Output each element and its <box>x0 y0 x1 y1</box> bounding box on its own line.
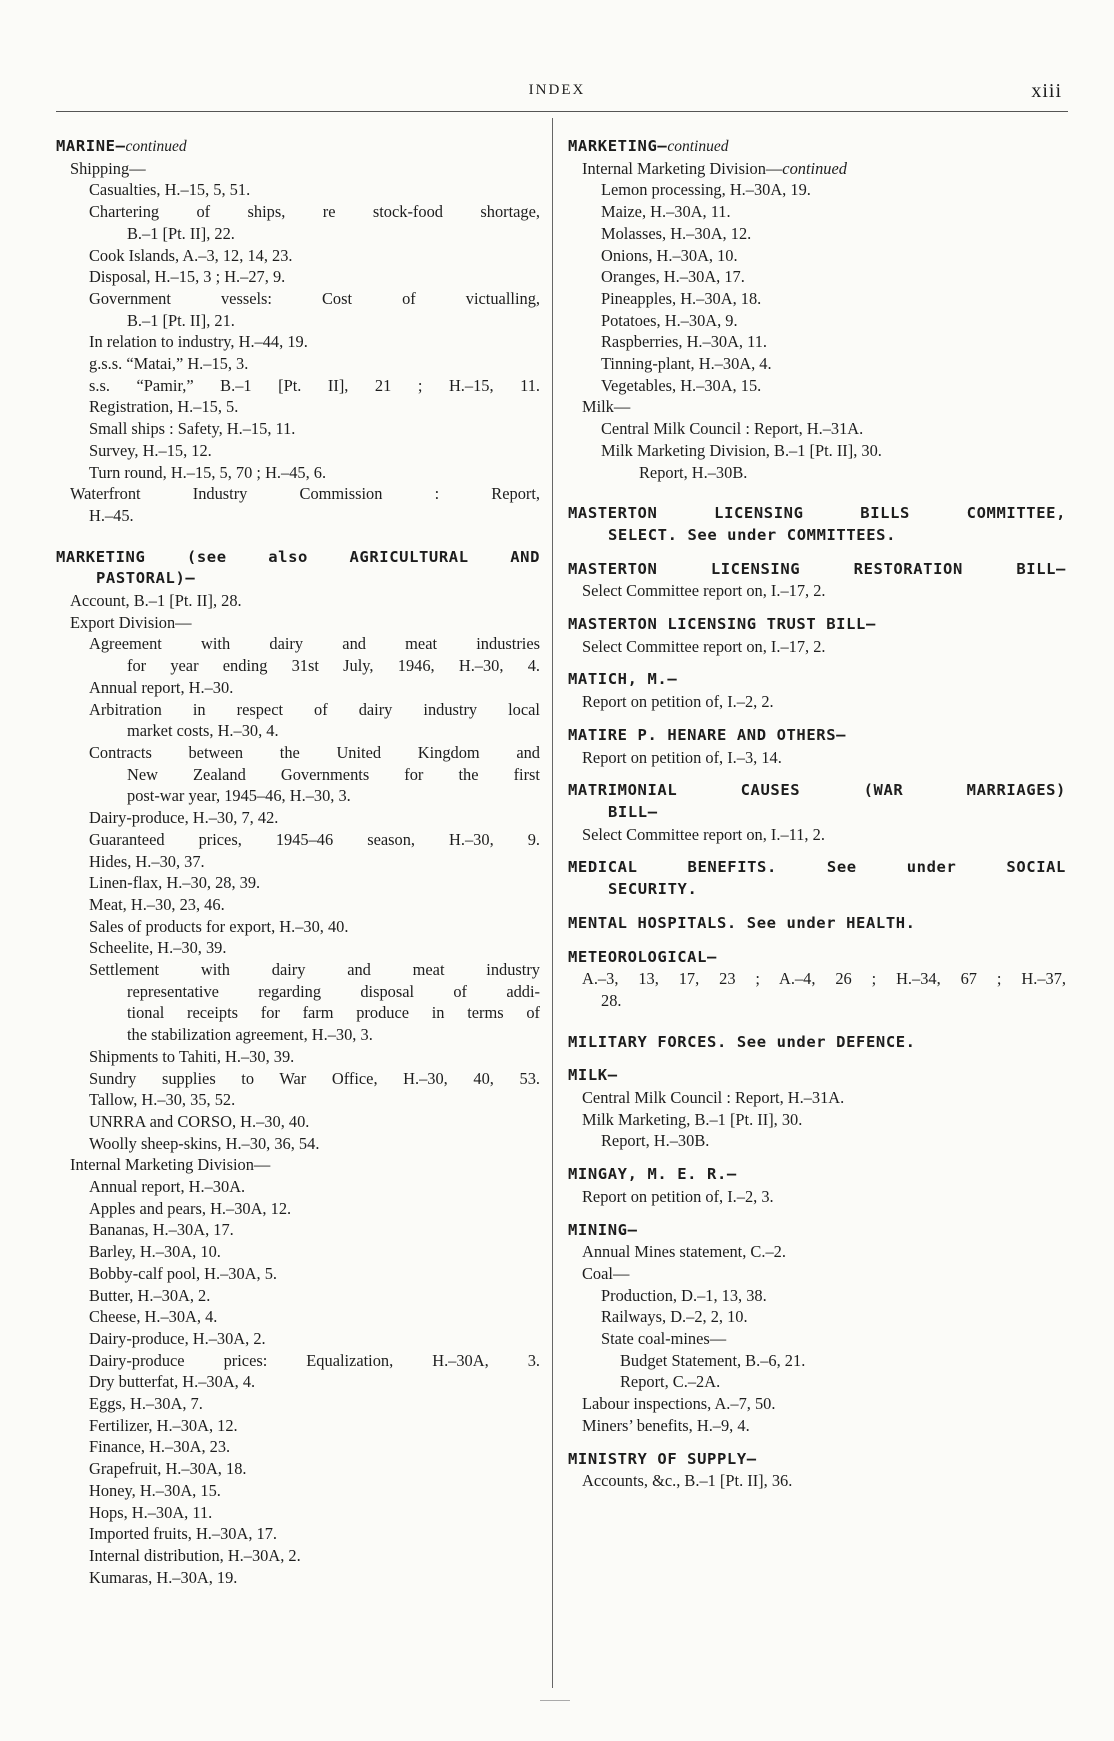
index-entry <box>56 937 540 959</box>
index-entry <box>568 223 1066 245</box>
index-entry <box>56 785 540 807</box>
entry-text: Maize, H.–30A, 11. <box>601 202 731 222</box>
index-entry <box>56 1567 540 1589</box>
entry-text: Fertilizer, H.–30A, 12. <box>89 1415 238 1435</box>
entry-text: State coal-mines— <box>601 1329 727 1349</box>
index-entry <box>56 1458 540 1480</box>
entry-text: Tinning-plant, H.–30A, 4. <box>601 354 772 374</box>
index-entry <box>56 807 540 829</box>
entry-text: Annual report, H.–30A. <box>89 1177 246 1197</box>
index-entry <box>56 1350 540 1372</box>
index-entry <box>568 990 1066 1012</box>
index-entry <box>56 462 540 484</box>
entry-text: Government vessels: Cost of victualling, <box>89 288 540 308</box>
entry-text: MINGAY, M. E. R.— <box>568 1165 737 1184</box>
index-column-left <box>56 136 540 1588</box>
entry-text: 28. <box>601 990 622 1010</box>
entry-spacer <box>568 1012 1066 1032</box>
entry-text: MASTERTON LICENSING RESTORATION BILL— <box>568 559 1066 578</box>
entry-text: MARKETING (see also AGRICULTURAL AND <box>56 547 540 566</box>
entry-text: Molasses, H.–30A, 12. <box>601 223 752 243</box>
entry-text: Cook Islands, A.–3, 12, 14, 23. <box>89 245 293 265</box>
entry-text: Internal distribution, H.–30A, 2. <box>89 1546 301 1565</box>
index-entry <box>56 1002 540 1024</box>
index-entry <box>568 1263 1066 1285</box>
entry-text: Arbitration in respect of dairy industry local <box>89 699 540 719</box>
index-entry <box>56 440 540 462</box>
index-entry <box>568 1130 1066 1152</box>
index-entry <box>56 590 540 612</box>
entry-text: Woolly sheep-skins, H.–30, 36, 54. <box>89 1133 320 1153</box>
entry-text: Pineapples, H.–30A, 18. <box>601 288 762 308</box>
index-entry <box>56 1436 540 1458</box>
index-entry <box>568 288 1066 310</box>
entry-text: Waterfront Industry Commission : Report, <box>70 484 540 504</box>
entry-text: MINISTRY OF SUPPLY— <box>568 1449 757 1468</box>
entry-text: Scheelite, H.–30, 39. <box>89 938 227 958</box>
index-entry <box>568 1285 1066 1307</box>
index-entry <box>568 1371 1066 1393</box>
index-entry <box>56 1480 540 1502</box>
index-entry <box>568 1470 1066 1492</box>
index-entry <box>56 418 540 440</box>
entry-text: Export Division— <box>70 612 192 632</box>
entry-text: Registration, H.–15, 5. <box>89 397 239 417</box>
index-entry <box>56 959 540 981</box>
entry-text: Vegetables, H.–30A, 15. <box>601 375 762 395</box>
entry-text: BILL— <box>608 802 658 821</box>
index-entry <box>568 310 1066 332</box>
index-entry <box>568 179 1066 201</box>
entry-text: SELECT. See under COMMITTEES. <box>608 525 897 544</box>
index-entry <box>56 1545 540 1567</box>
entry-text: MILITARY FORCES. See under DEFENCE. <box>568 1032 916 1051</box>
index-heading <box>568 857 1066 879</box>
entry-text: Coal— <box>582 1263 630 1283</box>
entry-text: MASTERTON LICENSING BILLS COMMITTEE, <box>568 504 1066 523</box>
entry-text: A.–3, 13, 17, 23 ; A.–4, 26 ; H.–34, 67 ; H.–37, <box>582 969 1066 989</box>
entry-text: post-war year, 1945–46, H.–30, 3. <box>127 786 351 806</box>
entry-text: Grapefruit, H.–30A, 18. <box>89 1459 247 1479</box>
index-entry <box>56 1046 540 1068</box>
index-entry <box>56 1502 540 1524</box>
index-entry <box>56 894 540 916</box>
index-heading <box>568 136 1066 158</box>
entry-text: tional receipts for farm produce in terms of <box>127 1003 540 1023</box>
entry-text: Casualties, H.–15, 5, 51. <box>89 180 251 200</box>
entry-text: Imported fruits, H.–30A, 17. <box>89 1524 278 1544</box>
entry-spacer <box>568 547 1066 559</box>
entry-text: Barley, H.–30A, 10. <box>89 1242 221 1262</box>
index-heading <box>568 525 1066 547</box>
entry-spacer <box>56 527 540 547</box>
index-entry <box>568 158 1066 180</box>
entry-spacer <box>568 1053 1066 1065</box>
index-heading <box>568 780 1066 802</box>
index-column-right <box>568 136 1066 1492</box>
entry-spacer <box>568 657 1066 669</box>
entry-text: B.–1 [Pt. II], 22. <box>127 223 235 243</box>
continued-label: continued <box>125 138 187 155</box>
index-entry <box>568 201 1066 223</box>
entry-text: Oranges, H.–30A, 17. <box>601 267 745 287</box>
page-number: xiii <box>1031 80 1062 102</box>
index-entry <box>56 201 540 223</box>
entry-text: UNRRA and CORSO, H.–30, 40. <box>89 1111 310 1131</box>
entry-text: Turn round, H.–15, 5, 70 ; H.–45, 6. <box>89 462 327 482</box>
index-entry <box>568 1306 1066 1328</box>
entry-text: Onions, H.–30A, 10. <box>601 245 738 265</box>
index-entry <box>56 1415 540 1437</box>
entry-text: Tallow, H.–30, 35, 52. <box>89 1090 236 1110</box>
footer-mark <box>540 1700 570 1701</box>
index-heading <box>568 802 1066 824</box>
entry-text: Apples and pears, H.–30A, 12. <box>89 1198 292 1218</box>
running-title: INDEX <box>528 82 586 98</box>
index-entry <box>56 677 540 699</box>
entry-text: for year ending 31st July, 1946, H.–30, 4. <box>127 656 540 676</box>
entry-text: Contracts between the United Kingdom and <box>89 742 540 762</box>
entry-text: Bobby-calf pool, H.–30A, 5. <box>89 1263 278 1283</box>
index-entry <box>568 331 1066 353</box>
index-entry <box>56 1068 540 1090</box>
entry-text: MILK— <box>568 1066 618 1085</box>
entry-text: Report, C.–2A. <box>620 1372 721 1392</box>
index-entry <box>56 1154 540 1176</box>
index-entry <box>56 916 540 938</box>
entry-text: In relation to industry, H.–44, 19. <box>89 332 308 352</box>
entry-text: MENTAL HOSPITALS. See under HEALTH. <box>568 913 916 932</box>
index-entry <box>56 851 540 873</box>
index-heading <box>568 669 1066 691</box>
entry-text: Survey, H.–15, 12. <box>89 440 212 460</box>
entry-text: Production, D.–1, 13, 38. <box>601 1285 767 1305</box>
entry-text: MASTERTON LICENSING TRUST BILL— <box>568 615 876 634</box>
index-heading <box>568 1449 1066 1471</box>
index-heading <box>568 1032 1066 1054</box>
entry-text: H.–45. <box>89 505 134 525</box>
index-entry <box>56 1198 540 1220</box>
entry-text: Milk— <box>582 397 631 417</box>
entry-text: Guaranteed prices, 1945–46 season, H.–30, 9. <box>89 829 540 849</box>
index-entry <box>56 245 540 267</box>
index-entry <box>56 655 540 677</box>
continued-label: continued <box>782 158 847 178</box>
index-entry <box>56 872 540 894</box>
entry-text: Settlement with dairy and meat industry <box>89 960 540 980</box>
entry-text: Shipping— <box>70 158 146 178</box>
index-entry <box>568 1241 1066 1263</box>
index-entry <box>568 580 1066 602</box>
index-entry <box>56 505 540 527</box>
index-entry <box>56 1111 540 1133</box>
entry-text: Select Committee report on, I.–17, 2. <box>582 636 826 656</box>
entry-text: Annual report, H.–30. <box>89 677 234 697</box>
index-entry <box>568 418 1066 440</box>
index-entry <box>568 824 1066 846</box>
index-entry <box>56 829 540 851</box>
entry-spacer <box>568 602 1066 614</box>
index-entry <box>56 720 540 742</box>
index-heading <box>568 1065 1066 1087</box>
index-heading <box>568 913 1066 935</box>
index-entry <box>56 1176 540 1198</box>
header-rule <box>56 111 1068 112</box>
index-entry <box>568 1415 1066 1437</box>
entry-text: Linen-flax, H.–30, 28, 39. <box>89 873 261 893</box>
entry-text: Milk Marketing, B.–1 [Pt. II], 30. <box>582 1109 803 1129</box>
index-heading <box>568 559 1066 581</box>
index-heading <box>568 879 1066 901</box>
index-heading <box>568 503 1066 525</box>
entry-spacer <box>568 845 1066 857</box>
index-entry <box>568 968 1066 990</box>
index-entry <box>56 266 540 288</box>
entry-spacer <box>568 1208 1066 1220</box>
entry-text: Sundry supplies to War Office, H.–30, 40, 53. <box>89 1068 540 1088</box>
entry-text: Eggs, H.–30A, 7. <box>89 1394 203 1414</box>
index-entry <box>56 699 540 721</box>
entry-text: Hops, H.–30A, 11. <box>89 1502 213 1522</box>
index-entry <box>568 462 1066 484</box>
index-entry <box>56 310 540 332</box>
entry-text: Report on petition of, I.–2, 3. <box>582 1186 774 1206</box>
entry-text: MATIRE P. HENARE AND OTHERS— <box>568 725 847 744</box>
entry-text: Chartering of ships, re stock-food shortage, <box>89 202 540 222</box>
index-entry <box>56 612 540 634</box>
entry-text: Select Committee report on, I.–17, 2. <box>582 581 826 601</box>
entry-spacer <box>568 901 1066 913</box>
entry-text: Agreement with dairy and meat industries <box>89 634 540 654</box>
entry-text: Annual Mines statement, C.–2. <box>582 1242 786 1262</box>
entry-spacer <box>568 935 1066 947</box>
entry-text: Raspberries, H.–30A, 11. <box>601 332 768 352</box>
index-entry <box>56 1024 540 1046</box>
entry-text: Internal Marketing Division— <box>582 158 783 178</box>
index-entry <box>56 1371 540 1393</box>
entry-text: Dry butterfat, H.–30A, 4. <box>89 1372 256 1392</box>
entry-text: Hides, H.–30, 37. <box>89 851 205 871</box>
entry-spacer <box>568 1437 1066 1449</box>
index-entry <box>56 742 540 764</box>
entry-text: Dairy-produce prices: Equalization, H.–30A, 3. <box>89 1350 540 1370</box>
entry-text: Report on petition of, I.–3, 14. <box>582 747 782 767</box>
entry-text: Milk Marketing Division, B.–1 [Pt. II], 30. <box>601 440 882 460</box>
entry-text: MINING— <box>568 1220 638 1239</box>
index-heading <box>56 547 540 569</box>
index-entry <box>568 636 1066 658</box>
index-heading <box>568 614 1066 636</box>
index-entry <box>568 396 1066 418</box>
entry-text: Internal Marketing Division— <box>70 1155 271 1175</box>
index-entry <box>56 1241 540 1263</box>
entry-text: Butter, H.–30A, 2. <box>89 1285 211 1305</box>
entry-text: Disposal, H.–15, 3 ; H.–27, 9. <box>89 267 286 287</box>
index-entry <box>568 1350 1066 1372</box>
index-entry <box>56 1523 540 1545</box>
index-entry <box>568 1087 1066 1109</box>
entry-text: Miners’ benefits, H.–9, 4. <box>582 1415 750 1435</box>
index-heading <box>568 1220 1066 1242</box>
entry-text: Central Milk Council : Report, H.–31A. <box>582 1088 845 1108</box>
entry-text: MEDICAL BENEFITS. See under SOCIAL <box>568 858 1066 877</box>
index-entry <box>56 1306 540 1328</box>
index-entry <box>56 1393 540 1415</box>
index-entry <box>56 633 540 655</box>
index-entry <box>56 158 540 180</box>
index-entry <box>56 1219 540 1241</box>
entry-text: Budget Statement, B.–6, 21. <box>620 1350 806 1370</box>
entry-text: Sales of products for export, H.–30, 40. <box>89 916 349 936</box>
entry-text: Bananas, H.–30A, 17. <box>89 1220 234 1240</box>
entry-text: Dairy-produce, H.–30, 7, 42. <box>89 808 279 828</box>
index-entry <box>56 483 540 505</box>
index-entry <box>56 223 540 245</box>
index-entry <box>56 396 540 418</box>
entry-text: the stabilization agreement, H.–30, 3. <box>127 1025 373 1045</box>
entry-text: Cheese, H.–30A, 4. <box>89 1307 218 1327</box>
index-entry <box>56 1328 540 1350</box>
entry-spacer <box>568 768 1066 780</box>
entry-text: Labour inspections, A.–7, 50. <box>582 1394 776 1414</box>
index-heading <box>568 947 1066 969</box>
entry-text: Meat, H.–30, 23, 46. <box>89 894 225 914</box>
entry-text: SECURITY. <box>608 880 698 899</box>
entry-text: market costs, H.–30, 4. <box>127 721 279 741</box>
index-heading <box>56 136 540 158</box>
entry-spacer <box>568 713 1066 725</box>
entry-text: Kumaras, H.–30A, 19. <box>89 1567 238 1587</box>
entry-text: MARKETING— <box>568 137 668 155</box>
entry-text: Account, B.–1 [Pt. II], 28. <box>70 591 242 611</box>
entry-text: New Zealand Governments for the first <box>127 764 540 784</box>
entry-text: MARINE— <box>56 137 126 155</box>
index-entry <box>568 1109 1066 1131</box>
entry-text: Select Committee report on, I.–11, 2. <box>582 824 825 844</box>
entry-text: g.s.s. “Matai,” H.–15, 3. <box>89 354 249 374</box>
entry-text: Honey, H.–30A, 15. <box>89 1480 221 1500</box>
entry-text: Small ships : Safety, H.–15, 11. <box>89 419 296 439</box>
index-entry <box>568 1393 1066 1415</box>
entry-text: PASTORAL)— <box>96 569 196 588</box>
index-entry <box>568 747 1066 769</box>
entry-text: Finance, H.–30A, 23. <box>89 1437 231 1457</box>
index-entry <box>568 691 1066 713</box>
entry-text: Dairy-produce, H.–30A, 2. <box>89 1328 266 1348</box>
index-entry <box>568 245 1066 267</box>
index-entry <box>56 1133 540 1155</box>
index-entry <box>568 375 1066 397</box>
entry-text: Accounts, &c., B.–1 [Pt. II], 36. <box>582 1471 793 1491</box>
column-divider <box>552 118 553 1688</box>
index-entry <box>568 440 1066 462</box>
index-entry <box>56 288 540 310</box>
index-entry <box>56 1263 540 1285</box>
entry-text: MATRIMONIAL CAUSES (WAR MARRIAGES) <box>568 781 1066 800</box>
index-entry <box>568 1186 1066 1208</box>
entry-text: Report, H.–30B. <box>639 462 748 482</box>
entry-text: B.–1 [Pt. II], 21. <box>127 310 235 330</box>
index-entry <box>56 1089 540 1111</box>
index-heading <box>568 1164 1066 1186</box>
entry-text: representative regarding disposal of addi- <box>127 981 540 1001</box>
index-entry <box>56 353 540 375</box>
index-entry <box>568 266 1066 288</box>
entry-text: Potatoes, H.–30A, 9. <box>601 310 738 330</box>
index-heading <box>56 568 540 590</box>
continued-label: continued <box>667 138 729 155</box>
entry-text: s.s. “Pamir,” B.–1 [Pt. II], 21 ; H.–15, 11. <box>89 375 540 395</box>
page-header <box>0 80 1114 110</box>
entry-text: Report on petition of, I.–2, 2. <box>582 692 774 712</box>
entry-text: METEOROLOGICAL— <box>568 947 717 966</box>
index-entry <box>568 1328 1066 1350</box>
index-entry <box>568 353 1066 375</box>
entry-spacer <box>568 483 1066 503</box>
entry-text: Lemon processing, H.–30A, 19. <box>601 180 811 200</box>
entry-text: Report, H.–30B. <box>601 1131 710 1151</box>
index-entry <box>56 981 540 1003</box>
index-entry <box>56 331 540 353</box>
entry-spacer <box>568 1152 1066 1164</box>
index-heading <box>568 725 1066 747</box>
entry-text: Railways, D.–2, 2, 10. <box>601 1307 748 1327</box>
index-entry <box>56 764 540 786</box>
entry-text: MATICH, M.— <box>568 670 678 689</box>
entry-text: Central Milk Council : Report, H.–31A. <box>601 419 864 439</box>
index-entry <box>56 375 540 397</box>
index-entry <box>56 179 540 201</box>
index-entry <box>56 1285 540 1307</box>
entry-text: Shipments to Tahiti, H.–30, 39. <box>89 1046 295 1066</box>
